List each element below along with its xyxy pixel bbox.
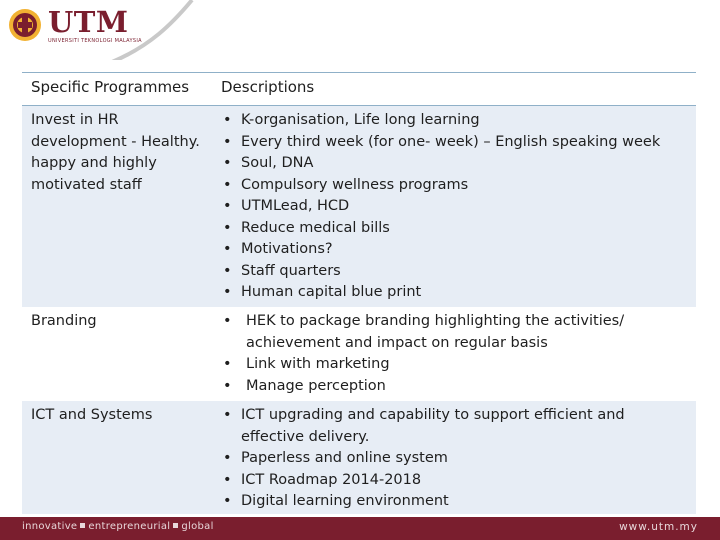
programme-hr: Invest in HR development - Healthy. happy and highly motivated staff <box>31 112 200 193</box>
logo-wordmark: UTM <box>48 4 129 39</box>
list-item: • Every third week (for one- week) – English speaking week <box>221 132 691 154</box>
utm-crest-icon <box>8 8 42 42</box>
table-header-row <box>22 73 696 106</box>
table-row-hr <box>22 106 696 307</box>
slide-header <box>0 0 720 60</box>
footer-url: www.utm.my <box>619 521 698 533</box>
list-item: • Motivations? <box>221 239 691 261</box>
list-item: • UTMLead, HCD <box>221 196 691 218</box>
tagline-global: global <box>181 521 214 532</box>
tagline-innovative: innovative <box>22 521 78 532</box>
list-item: • HEK to package branding highlighting the activities/ achievement and impact on regular basis <box>221 311 681 354</box>
utm-logo <box>8 6 142 44</box>
list-item: • Manage perception <box>221 376 681 398</box>
list-item: • Paperless and online system <box>221 448 651 470</box>
list-item: • Soul, DNA <box>221 153 691 175</box>
square-separator-icon <box>80 523 85 528</box>
list-item: • Human capital blue print <box>221 282 691 304</box>
list-item: • ICT upgrading and capability to support efficient and effective delivery. <box>221 405 651 448</box>
list-item: • Link with marketing <box>221 354 681 376</box>
logo-subtitle: UNIVERSITI TEKNOLOGI MALAYSIA <box>48 37 142 44</box>
ict-description-list <box>221 405 651 513</box>
tagline-entrepreneurial: entrepreneurial <box>88 521 171 532</box>
programme-ict: ICT and Systems <box>31 407 153 423</box>
list-item: • Staff quarters <box>221 261 691 283</box>
square-separator-icon <box>173 523 178 528</box>
list-item: • Digital learning environment <box>221 491 651 513</box>
list-item: • ICT Roadmap 2014-2018 <box>221 470 651 492</box>
header-descriptions: Descriptions <box>221 78 315 96</box>
branding-description-list <box>221 311 681 397</box>
footer-tagline <box>22 521 214 532</box>
list-item: • Reduce medical bills <box>221 218 691 240</box>
header-specific-programmes: Specific Programmes <box>31 78 190 96</box>
list-item: • Compulsory wellness programs <box>221 175 691 197</box>
slide-footer <box>0 517 720 540</box>
hr-description-list <box>221 110 691 304</box>
table-row-branding <box>22 307 696 401</box>
list-item: • K-organisation, Life long learning <box>221 110 691 132</box>
table-row-ict <box>22 401 696 514</box>
programme-branding: Branding <box>31 313 97 329</box>
